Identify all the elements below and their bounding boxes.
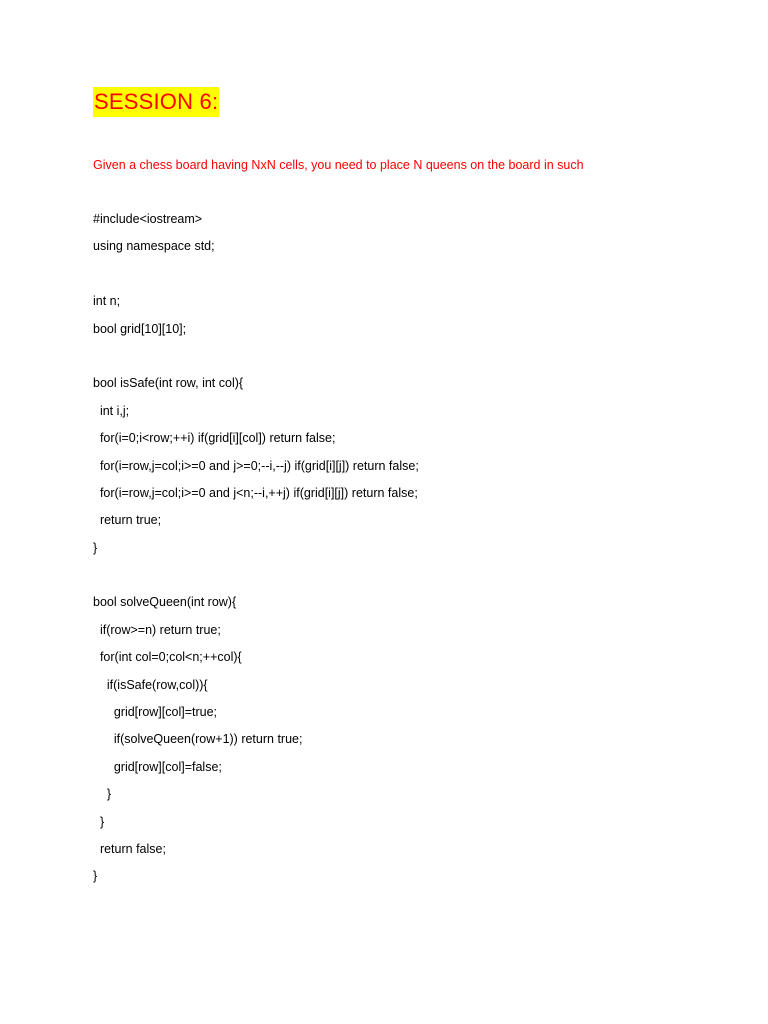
- problem-statement: Given a chess board having NxN cells, you need to place N queens on the board in such: [93, 158, 584, 172]
- code-line: grid[row][col]=false;: [93, 759, 222, 774]
- code-line: }: [93, 787, 112, 802]
- code-line: if(isSafe(row,col)){: [93, 677, 208, 692]
- code-line: for(i=row,j=col;i>=0 and j>=0;--i,--j) if(grid[i][j]) return false;: [93, 458, 419, 473]
- code-listing: [93, 209, 419, 894]
- code-line: grid[row][col]=true;: [93, 705, 218, 720]
- code-line: if(solveQueen(row+1)) return true;: [93, 732, 303, 747]
- code-line: }: [93, 540, 98, 555]
- code-line: [93, 346, 419, 373]
- code-line: for(i=row,j=col;i>=0 and j<n;--i,++j) if(grid[i][j]) return false;: [93, 485, 418, 500]
- code-line: for(int col=0;col<n;++col){: [93, 650, 242, 665]
- code-line: int n;: [93, 294, 121, 309]
- code-line: bool isSafe(int row, int col){: [93, 376, 244, 391]
- code-line: return true;: [93, 513, 162, 528]
- code-line: bool solveQueen(int row){: [93, 595, 237, 610]
- code-line: using namespace std;: [93, 239, 215, 254]
- code-line: #include<iostream>: [93, 212, 203, 226]
- code-line: int i,j;: [93, 403, 130, 418]
- code-line: if(row>=n) return true;: [93, 622, 221, 637]
- code-line: [93, 264, 419, 291]
- code-line: }: [93, 814, 105, 829]
- code-line: [93, 565, 419, 592]
- code-line: for(i=0;i<row;++i) if(grid[i][col]) return false;: [93, 431, 336, 446]
- code-line: return false;: [93, 841, 166, 856]
- code-line: }: [93, 869, 98, 884]
- session-heading: SESSION 6:: [93, 87, 219, 117]
- code-line: bool grid[10][10];: [93, 321, 187, 336]
